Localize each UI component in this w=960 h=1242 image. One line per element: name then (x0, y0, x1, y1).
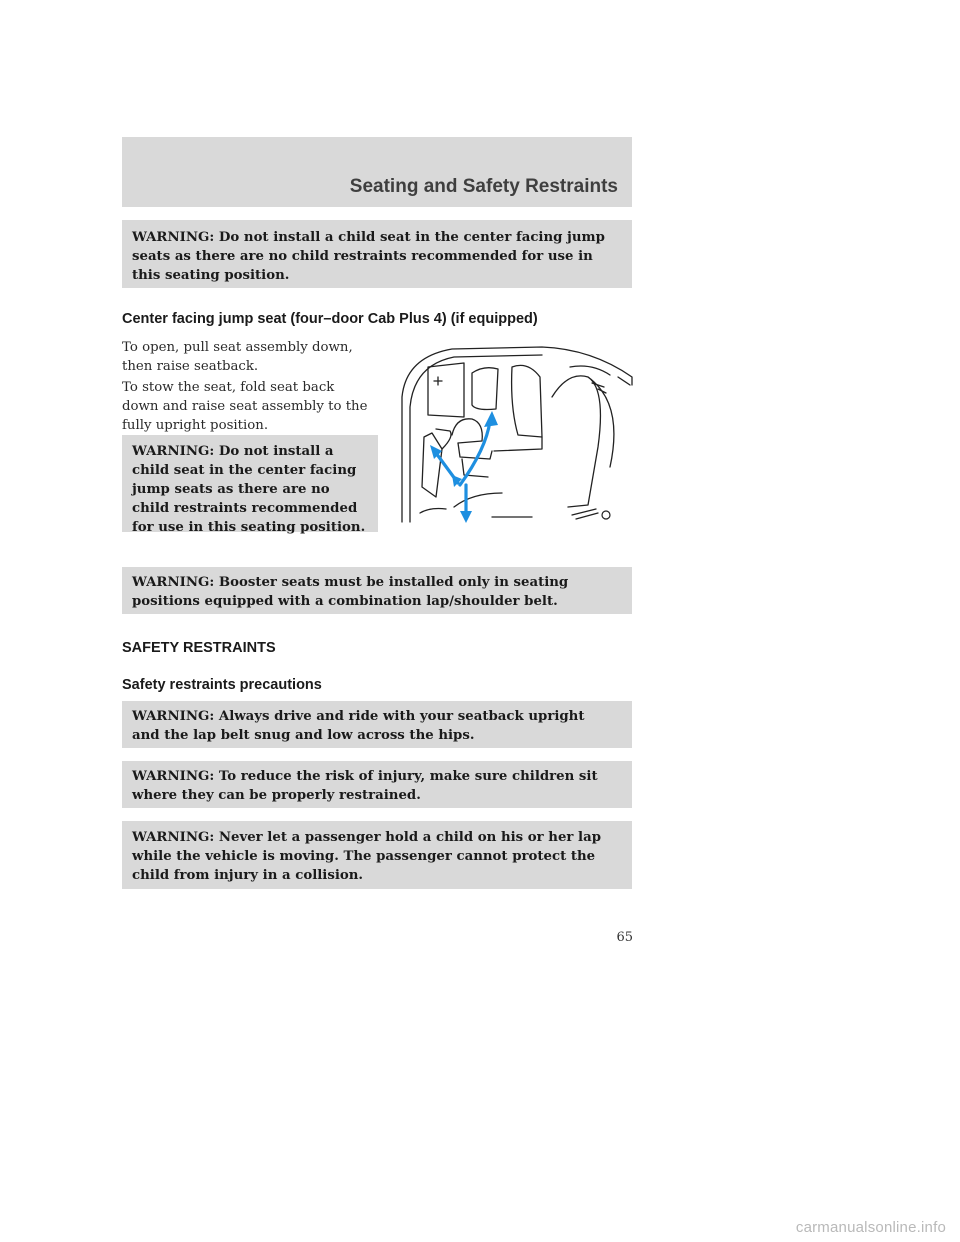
warning-line: WARNING: Never let a passenger hold a child on his or her lap (132, 830, 602, 845)
warning-box-children-restrained (122, 761, 632, 808)
body-line: To open, pull seat assembly down, (122, 340, 353, 355)
stow-instructions (122, 378, 382, 435)
watermark-text: carmanualsonline.info (795, 1219, 946, 1236)
section-header-band (122, 137, 632, 207)
jump-seat-illustration (392, 337, 640, 531)
warning-box-booster-seats (122, 567, 632, 614)
section-title: Seating and Safety Restraints (349, 176, 618, 197)
warning-line: WARNING: Do not install a child seat in the center facing jump (132, 230, 605, 245)
warning-line: WARNING: Do not install a (132, 444, 334, 459)
safety-precautions-subheading: Safety restraints precautions (122, 677, 322, 693)
body-line: To stow the seat, fold seat back (122, 380, 335, 395)
warning-line: this seating position. (132, 268, 290, 283)
warning-line: where they can be properly restrained. (132, 788, 421, 803)
warning-box-seatback-upright (122, 701, 632, 748)
warning-line: WARNING: Booster seats must be installed only in seating (132, 575, 569, 590)
open-instructions (122, 338, 382, 376)
warning-line: seats as there are no child restraints recommended for use in (132, 249, 593, 264)
warning-line: child restraints recommended (132, 501, 358, 516)
jump-seat-heading: Center facing jump seat (four–door Cab Plus 4) (if equipped) (122, 311, 538, 327)
warning-box-child-on-lap (122, 821, 632, 889)
warning-line: for use in this seating position. (132, 520, 366, 535)
warning-line: jump seats as there are no (132, 482, 330, 497)
warning-line: positions equipped with a combination lap/shoulder belt. (132, 594, 558, 609)
warning-line: WARNING: Always drive and ride with your seatback upright (132, 709, 585, 724)
warning-box-center-jump-seat (122, 220, 632, 288)
body-line: down and raise seat assembly to the (122, 399, 368, 414)
safety-restraints-heading: SAFETY RESTRAINTS (122, 640, 276, 656)
body-line: fully upright position. (122, 418, 269, 433)
warning-box-jump-seat-narrow (122, 435, 378, 535)
warning-line: WARNING: To reduce the risk of injury, make sure children sit (132, 769, 598, 784)
page-number: 65 (616, 930, 633, 945)
warning-line: child seat in the center facing (132, 463, 357, 478)
warning-line: while the vehicle is moving. The passenger cannot protect the (132, 849, 596, 864)
body-line: then raise seatback. (122, 359, 259, 374)
warning-line: child from injury in a collision. (132, 868, 364, 883)
warning-line: and the lap belt snug and low across the hips. (132, 728, 475, 743)
